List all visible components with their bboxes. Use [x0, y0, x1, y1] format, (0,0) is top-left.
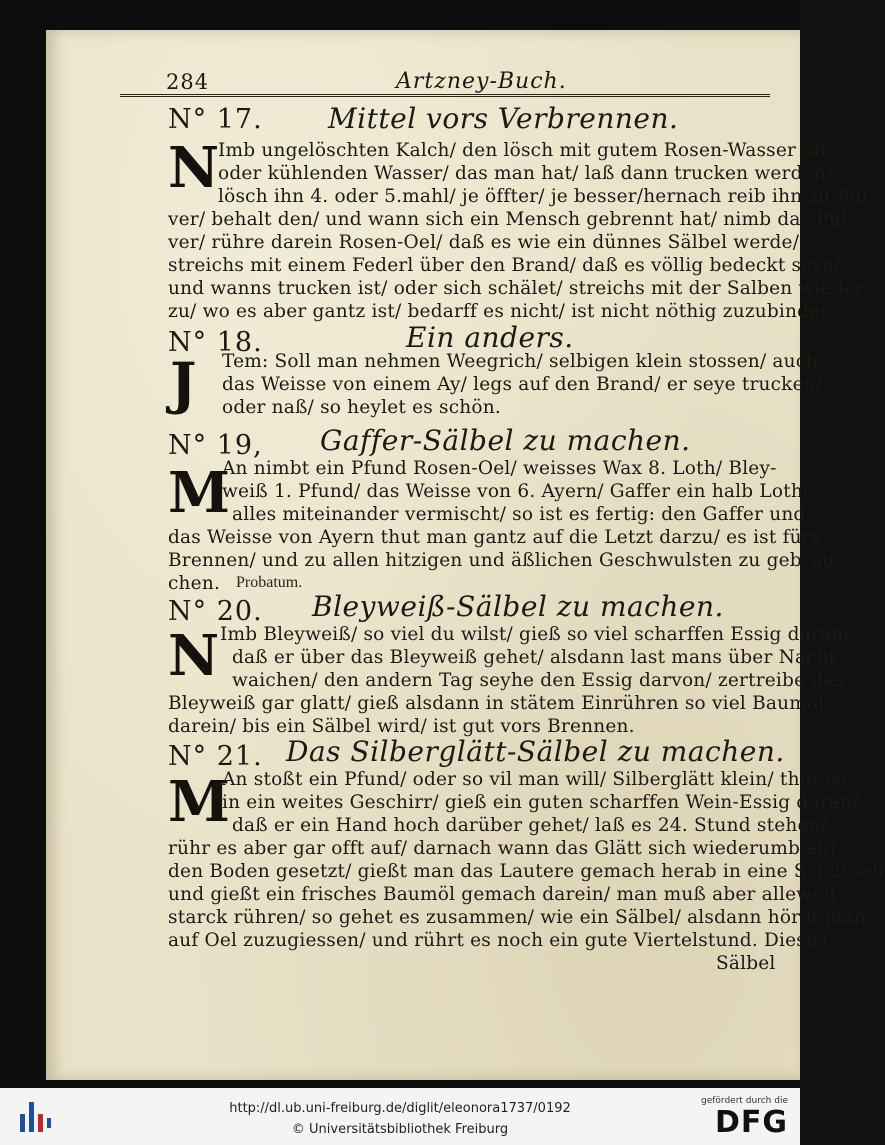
text-line: rühr es aber gar offt auf/ darnach wann das Glätt sich wiederumb auf	[168, 838, 837, 859]
text-line: An stoßt ein Pfund/ oder so vil man will/ Silberglätt klein/ thut es	[222, 769, 847, 790]
catchword: Sälbel	[716, 953, 776, 974]
recipe-title: Das Silberglätt-Sälbel zu machen.	[286, 735, 785, 768]
text-line: Tem: Soll man nehmen Weegrich/ selbigen klein stossen/ auch	[222, 351, 819, 372]
drop-initial: J	[170, 351, 197, 417]
probatum-note: Probatum.	[236, 574, 303, 591]
permalink[interactable]: http://dl.ub.uni-freiburg.de/diglit/eleonora1737/0192	[229, 1101, 571, 1116]
recipe-number: N° 19,	[168, 430, 263, 461]
text-line: Imb ungelöschten Kalch/ den lösch mit gutem Rosen-Wasser ab/	[218, 140, 832, 161]
text-line: oder naß/ so heylet es schön.	[222, 397, 501, 418]
recipe-title: Ein anders.	[406, 321, 574, 354]
header-rule	[120, 94, 770, 97]
text-line: das Weisse von Ayern thut man gantz auf die Letzt darzu/ es ist fürs	[168, 527, 821, 548]
text-line: chen.	[168, 573, 221, 594]
text-line: lösch ihn 4. oder 5.mahl/ je öffter/ je besser/hernach reib ihn zu Pul-	[218, 186, 874, 207]
text-line: streichs mit einem Federl über den Brand/ daß es völlig bedeckt seye/	[168, 255, 841, 276]
text-line: Imb Bleyweiß/ so viel du wilst/ gieß so viel scharffen Essig daran/	[220, 624, 850, 645]
text-line: weiß 1. Pfund/ das Weisse von 6. Ayern/ Gaffer ein halb Loth/	[222, 481, 810, 502]
recipe-number: N° 17.	[168, 104, 263, 135]
recipe-number: N° 20.	[168, 596, 263, 627]
drop-initial: N	[168, 623, 220, 689]
text-line: oder kühlenden Wasser/ das man hat/ laß dann trucken werden/	[218, 163, 833, 184]
funding-note: gefördert durch die	[701, 1096, 788, 1106]
copyright-notice: © Universitätsbibliothek Freiburg	[291, 1122, 509, 1137]
text-line: Bleyweiß gar glatt/ gieß alsdann in stätem Einrühren so viel Baumöl	[168, 693, 825, 714]
text-line: auf Oel zuzugiessen/ und rührt es noch ein gute Viertelstund. Dieses	[168, 930, 827, 951]
viewer-footer	[0, 1088, 800, 1145]
text-line: den Boden gesetzt/ gießt man das Lautere gemach herab in eine Schüssel/	[168, 861, 885, 882]
recipe-number: N° 21.	[168, 741, 263, 772]
recipe-number: N° 18.	[168, 327, 263, 358]
text-line: in ein weites Geschirr/ gieß ein guten scharffen Wein-Essig daran/	[222, 792, 859, 813]
text-line: und gießt ein frisches Baumöl gemach darein/ man muß aber alleweil	[168, 884, 836, 905]
text-line: das Weisse von einem Ay/ legs auf den Brand/ er seye trucken/	[222, 374, 823, 395]
text-line: daß er ein Hand hoch darüber gehet/ laß es 24. Stund stehen/	[232, 815, 828, 836]
running-head: Artzney-Buch.	[396, 69, 567, 94]
text-line: waichen/ den andern Tag seyhe den Essig darvon/ zertreibe das	[232, 670, 845, 691]
text-line: alles miteinander vermischt/ so ist es fertig: den Gaffer und	[232, 504, 806, 525]
text-line: ver/ rühre darein Rosen-Oel/ daß es wie ein dünnes Sälbel werde/	[168, 232, 800, 253]
text-line: darein/ bis ein Sälbel wird/ ist gut vors Brennen.	[168, 716, 635, 737]
recipe-title: Gaffer-Sälbel zu machen.	[320, 424, 691, 457]
page-number: 284	[166, 70, 210, 94]
text-line: und wanns trucken ist/ oder sich schälet/ streichs mit der Salben wieder	[168, 278, 865, 299]
recipe-title: Bleyweiß-Sälbel zu machen.	[312, 590, 724, 623]
drop-initial: M	[168, 460, 230, 526]
text-line: An nimbt ein Pfund Rosen-Oel/ weisses Wax 8. Loth/ Bley-	[222, 458, 777, 479]
dfg-logo: DFG	[714, 1105, 788, 1140]
text-line: zu/ wo es aber gantz ist/ bedarff es nicht/ ist nicht nöthig zuzubinden.	[168, 301, 839, 322]
text-line: ver/ behalt den/ und wann sich ein Mensch gebrennt hat/ nimb das Pul-	[168, 209, 854, 230]
text-line: daß er über das Bleyweiß gehet/ alsdann last mans über Nacht	[232, 647, 837, 668]
drop-initial: M	[168, 769, 230, 835]
drop-initial: N	[168, 135, 220, 201]
recipe-title: Mittel vors Verbrennen.	[328, 102, 679, 135]
text-line: Brennen/ und zu allen hitzigen und äßlichen Geschwulsten zu gebrau-	[168, 550, 841, 571]
text-line: starck rühren/ so gehet es zusammen/ wie ein Sälbel/ alsdann höret man	[168, 907, 867, 928]
